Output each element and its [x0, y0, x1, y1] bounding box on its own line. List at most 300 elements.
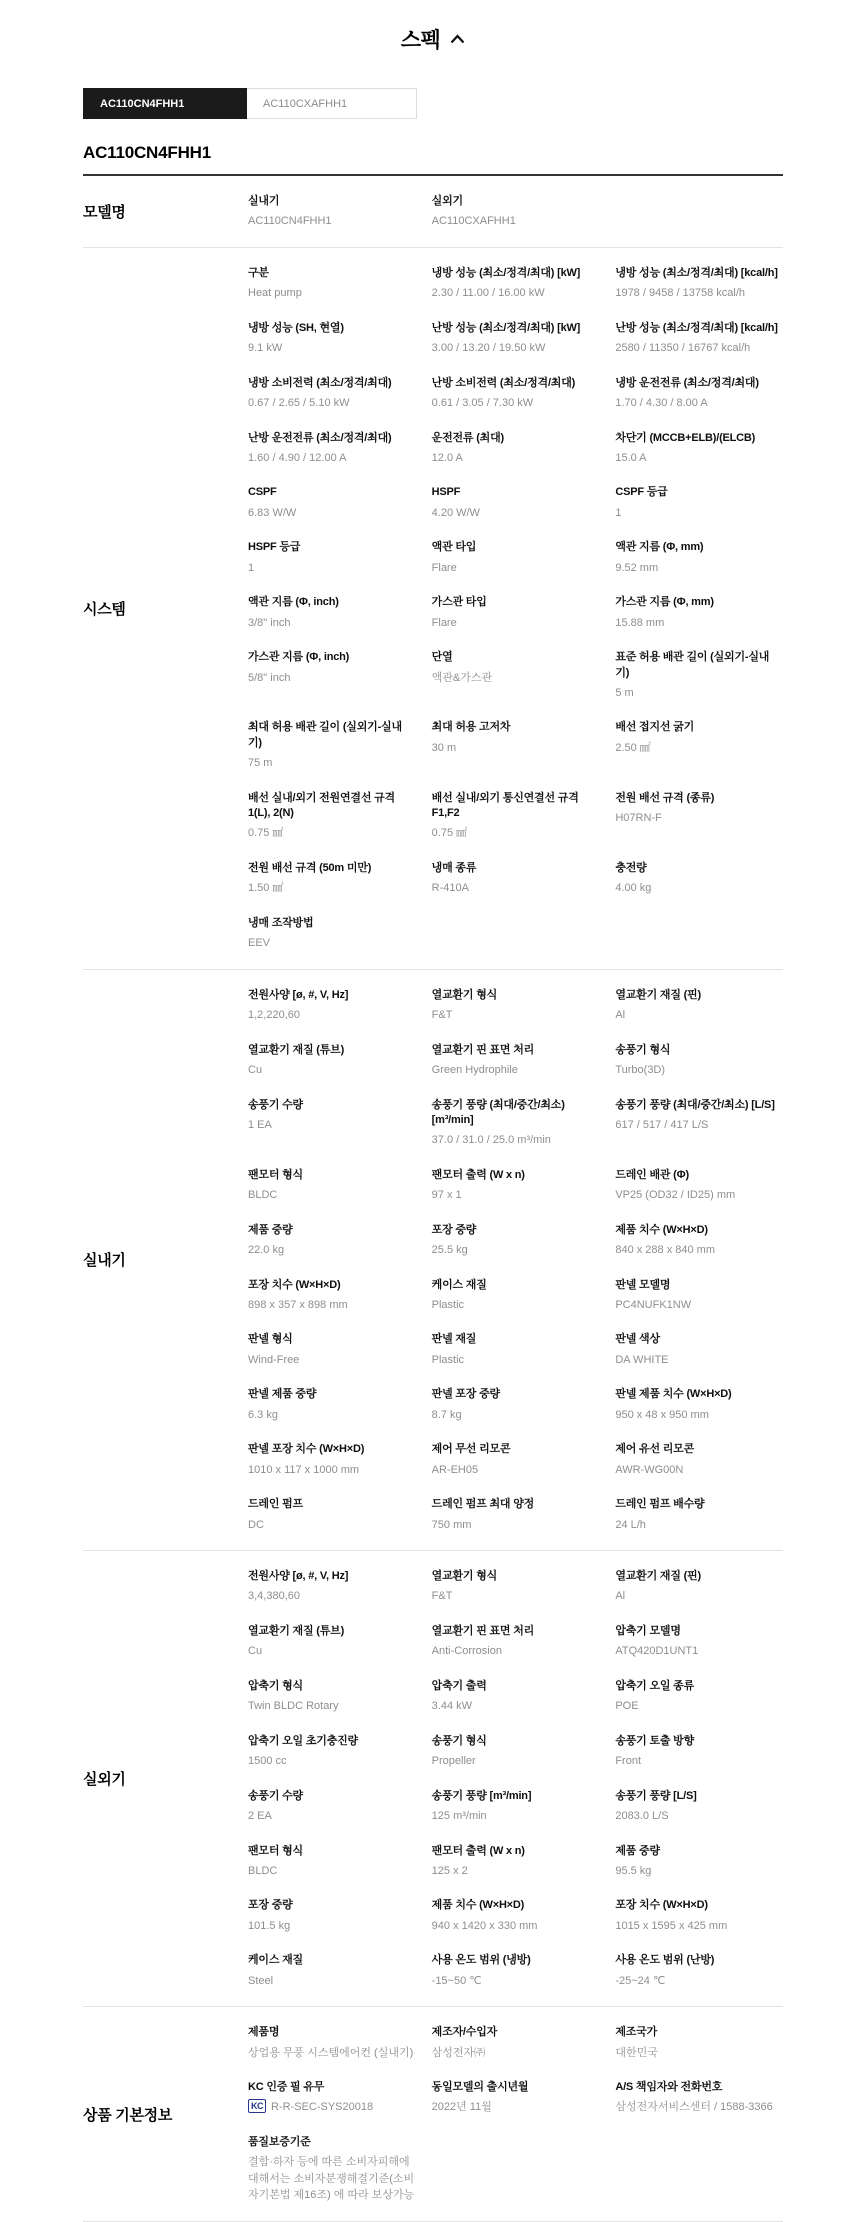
spec-item: [432, 585, 600, 640]
spec-item-label: 난방 운전전류 (최소/정격/최대): [248, 431, 392, 444]
spec-section: [83, 248, 783, 970]
spec-item-label: 냉방 소비전력 (최소/정격/최대): [248, 376, 392, 389]
spec-item-value: 97 x 1: [431, 1189, 462, 1202]
spec-item: [432, 1088, 600, 1158]
spec-item: [248, 1158, 416, 1213]
spec-item-value: Al: [615, 1009, 626, 1022]
spec-item: [432, 978, 600, 1033]
spec-item-label: 판넬 모델명: [615, 1278, 671, 1291]
spec-item: [615, 1888, 783, 1943]
spec-item-label: 제품 치수 (W×H×D): [431, 1899, 525, 1912]
spec-item: [615, 1779, 783, 1834]
spec-page: [83, 0, 783, 2222]
spec-item-label: 제품 중량: [248, 1223, 293, 1236]
spec-item: [615, 585, 783, 640]
spec-item: [615, 1322, 783, 1377]
spec-item: [615, 1033, 783, 1088]
spec-item-label: 전원 배선 규격 (50m 미만): [248, 861, 372, 874]
spec-item: [432, 1559, 600, 1614]
spec-item: [248, 1322, 416, 1377]
spec-item-value: 삼성전자서비스센터 / 1588-3366: [615, 2101, 773, 2114]
spec-item-label: 포장 치수 (W×H×D): [248, 1278, 341, 1291]
spec-item-value: 3.00 / 13.20 / 19.50 kW: [431, 342, 546, 355]
spec-item-label: 난방 성능 (최소/정격/최대) [kW]: [431, 321, 581, 334]
spec-item-label: 제어 유선 리모콘: [615, 1443, 695, 1456]
spec-item: [248, 781, 416, 851]
spec-item-value: Heat pump: [248, 287, 302, 300]
spec-item: [432, 2015, 600, 2070]
spec-item-value: 2083.0 L/S: [615, 1810, 669, 1822]
tab-model-ac110cn4fhh1[interactable]: AC110CN4FHH1: [83, 88, 247, 119]
spec-item-value: 0.61 / 3.05 / 7.30 kW: [431, 397, 534, 410]
spec-item-label: 열교환기 재질 (튜브): [248, 1043, 345, 1056]
spec-item: [432, 1158, 600, 1213]
spec-item-label: 제어 무선 리모콘: [431, 1443, 511, 1456]
spec-item: [615, 1724, 783, 1779]
spec-item-label: CSPF: [248, 486, 277, 499]
spec-item-label: 열교환기 재질 (핀): [615, 1570, 701, 1583]
spec-item-label: 냉매 조작방법: [248, 916, 314, 929]
spec-item: [615, 1377, 783, 1432]
spec-item-grid: [248, 1559, 783, 1998]
spec-item-value: 상업용 무풍 시스템에어컨 (실내기): [248, 2046, 414, 2059]
spec-item-value: 결함·하자 등에 따른 소비자피해에 대해서는 소비자분쟁해결기준(소비자기본법 제16조) 에 따라 보상가능: [248, 2156, 415, 2202]
spec-item-label: KC 인증 필 유무: [248, 2081, 325, 2094]
spec-item-value: 1.60 / 4.90 / 12.00 A: [248, 451, 347, 464]
spec-item: [432, 1779, 600, 1834]
spec-item: [432, 1322, 600, 1377]
spec-item: [248, 184, 416, 239]
spec-item-label: 압축기 오일 종류: [615, 1679, 695, 1692]
spec-item-value: Front: [615, 1755, 642, 1768]
spec-item: [432, 781, 600, 851]
spec-item-label: 팬모터 출력 (W x n): [431, 1168, 525, 1181]
spec-item-label: 액관 지름 (Φ, mm): [615, 541, 704, 554]
spec-item-label: 열교환기 핀 표면 처리: [431, 1043, 535, 1056]
section-title: 실내기: [83, 1252, 126, 1270]
spec-item: [615, 978, 783, 1033]
spec-item-grid: [248, 978, 783, 1542]
spec-item-label: 냉방 성능 (최소/정격/최대) [kcal/h]: [615, 266, 778, 279]
spec-item: [615, 640, 783, 710]
spec-item: [432, 1614, 600, 1669]
spec-item-label: 송풍기 수량: [248, 1098, 303, 1111]
spec-item: [248, 2125, 416, 2213]
spec-item-label: 가스관 타입: [431, 596, 487, 609]
spec-item: [432, 1834, 600, 1889]
spec-item-label: 실내기: [248, 195, 280, 207]
spec-item-value: -25~24 ℃: [615, 1974, 666, 1987]
spec-item-label: 판넬 색상: [615, 1333, 660, 1346]
spec-item: [615, 1614, 783, 1669]
spec-item-label: 포장 중량: [431, 1223, 477, 1236]
spec-item: [615, 256, 783, 311]
spec-item-value: EEV: [248, 937, 271, 950]
spec-item: [432, 366, 600, 421]
section-title: 상품 기본정보: [83, 2106, 173, 2124]
spec-item: [432, 1432, 600, 1487]
spec-item-label: 최대 허용 고저차: [431, 721, 511, 734]
spec-item-label: 냉매 종류: [431, 861, 477, 874]
spec-section-header: [83, 24, 783, 54]
spec-item: [248, 366, 416, 421]
spec-item-value: 617 / 517 / 417 L/S: [615, 1118, 709, 1131]
spec-item-value: Wind-Free: [248, 1353, 300, 1366]
spec-item: [615, 710, 783, 765]
spec-item: [615, 475, 783, 530]
spec-item-label: 난방 소비전력 (최소/정격/최대): [431, 376, 576, 389]
spec-item-label: 품질보증기준: [248, 2135, 311, 2148]
spec-item-grid: [248, 256, 783, 961]
spec-item: [615, 530, 783, 585]
spec-item: [248, 2015, 416, 2070]
spec-item: [615, 366, 783, 421]
spec-item-value: 1010 x 117 x 1000 mm: [248, 1463, 360, 1476]
spec-item-label: 전원 배선 규격 (종류): [615, 791, 715, 804]
spec-item: [248, 1213, 416, 1268]
spec-item: [615, 1834, 783, 1889]
spec-item-label: 판넬 제품 중량: [248, 1388, 317, 1401]
spec-item-label: 송풍기 토출 방향: [615, 1734, 695, 1747]
spec-item-value: 30 m: [431, 741, 457, 754]
spec-item-label: 배선 실내/외기 통신연결선 규격 F1,F2: [431, 791, 579, 820]
spec-item: [248, 710, 416, 780]
spec-item-value: 37.0 / 31.0 / 25.0 m³/min: [431, 1134, 551, 1147]
spec-section: [83, 1551, 783, 2007]
spec-item-label: 실외기: [431, 195, 463, 207]
spec-item: [248, 851, 416, 906]
spec-item-label: 배선 실내/외기 전원연결선 규격 1(L), 2(N): [248, 791, 395, 820]
spec-item-value: 8.7 kg: [431, 1408, 462, 1421]
spec-item-value: 삼성전자㈜: [431, 2046, 486, 2059]
spec-item-value: 3.44 kW: [431, 1700, 473, 1713]
section-title: 실외기: [83, 1771, 126, 1789]
spec-item-label: 팬모터 출력 (W x n): [431, 1844, 525, 1857]
spec-item: [615, 2070, 783, 2125]
spec-item: [248, 1669, 416, 1724]
spec-section: [83, 970, 783, 1551]
spec-item-label: 가스관 지름 (Φ, inch): [248, 651, 350, 664]
spec-item-value: Steel: [248, 1974, 274, 1987]
spec-item: [615, 1432, 783, 1487]
spec-item-label: 충전량: [615, 861, 647, 874]
spec-item-value: 15.0 A: [615, 451, 647, 464]
spec-item: [248, 311, 416, 366]
spec-item-label: 제품 중량: [615, 1844, 660, 1857]
spec-item: [248, 1943, 416, 1998]
spec-item: [432, 256, 600, 311]
spec-item-value: Cu: [248, 1064, 263, 1077]
spec-item-grid: [248, 2015, 783, 2213]
spec-item-label: 단열: [431, 651, 453, 664]
spec-item-value: 12.0 A: [431, 451, 463, 464]
spec-item-value: Anti-Corrosion: [431, 1645, 502, 1658]
spec-item-value: 0.75 ㎟: [248, 827, 284, 840]
spec-item-value: 6.3 kg: [248, 1408, 278, 1421]
spec-item-label: 드레인 펌프 배수량: [615, 1498, 705, 1511]
spec-item-value: Plastic: [431, 1298, 465, 1311]
spec-item-value: AR-EH05: [431, 1463, 479, 1476]
spec-item: [248, 1088, 416, 1143]
spec-item: [248, 906, 416, 961]
spec-item: [248, 585, 416, 640]
spec-item-value: 1 EA: [248, 1118, 272, 1131]
spec-item: [248, 1377, 416, 1432]
spec-item-value: PC4NUFK1NW: [615, 1298, 692, 1311]
spec-item: [432, 421, 600, 476]
spec-item-value: Plastic: [431, 1353, 465, 1366]
spec-item-value: 1: [615, 506, 622, 519]
spec-item-label: 전원사양 [ø, #, V, Hz]: [248, 1570, 349, 1583]
spec-item-label: 차단기 (MCCB+ELB)/(ELCB): [615, 431, 756, 444]
spec-item-label: 케이스 재질: [248, 1954, 303, 1967]
spec-item-value: Green Hydrophile: [431, 1064, 518, 1077]
tab-model-ac110cxafhh1[interactable]: AC110CXAFHH1: [247, 88, 417, 119]
spec-item-value: Twin BLDC Rotary: [248, 1700, 339, 1713]
spec-item-value: DA WHITE: [615, 1353, 669, 1366]
spec-item: [248, 1779, 416, 1834]
spec-item-value: F&T: [431, 1590, 453, 1603]
spec-item-label: 열교환기 형식: [431, 1570, 498, 1583]
spec-item-value: 1,2,220,60: [248, 1009, 300, 1022]
spec-item-value: 3/8" inch: [248, 616, 291, 629]
spec-item-label: 압축기 형식: [248, 1679, 303, 1692]
spec-item-label: 제조국가: [615, 2026, 658, 2039]
spec-item-value: 940 x 1420 x 330 mm: [431, 1919, 538, 1932]
spec-item-label: 난방 성능 (최소/정격/최대) [kcal/h]: [615, 321, 778, 334]
spec-item: [432, 1487, 600, 1542]
spec-item: [432, 1213, 600, 1268]
spec-item-label: 액관 지름 (Φ, inch): [248, 596, 339, 609]
spec-item: [615, 2015, 783, 2070]
spec-item-label: 판넬 포장 치수 (W×H×D): [248, 1443, 365, 1456]
spec-item: [615, 1213, 783, 1268]
spec-item-value: F&T: [431, 1009, 453, 1022]
spec-item: [432, 2070, 600, 2125]
spec-item-label: 압축기 출력: [431, 1679, 487, 1692]
spec-item-value: 4.00 kg: [615, 882, 652, 895]
spec-item-label: 운전전류 (최대): [431, 431, 504, 444]
spec-item-value: 1500 cc: [248, 1755, 287, 1768]
spec-item: [615, 1559, 783, 1614]
section-title: 시스템: [83, 600, 126, 618]
spec-item-value: Propeller: [431, 1755, 476, 1768]
spec-item: [248, 1033, 416, 1088]
spec-item: [615, 1088, 783, 1143]
spec-item: [432, 1268, 600, 1323]
spec-item: [432, 710, 600, 765]
spec-item-label: CSPF 등급: [615, 486, 668, 499]
spec-item-label: 송풍기 풍량 (최대/중간/최소) [m³/min]: [431, 1098, 565, 1126]
spec-item-value: 25.5 kg: [431, 1244, 468, 1257]
spec-item-value: H07RN-F: [615, 812, 662, 825]
spec-item-label: 열교환기 재질 (핀): [615, 988, 701, 1001]
spec-item-value: 15.88 mm: [615, 616, 665, 629]
spec-item: [615, 1268, 783, 1323]
spec-item-value: DC: [248, 1518, 264, 1531]
spec-item-value: 1015 x 1595 x 425 mm: [615, 1919, 728, 1932]
spec-item-value: Flare: [431, 616, 457, 629]
spec-collapse-toggle[interactable]: [401, 24, 466, 54]
spec-item-value: Turbo(3D): [615, 1064, 666, 1077]
spec-item: [432, 1888, 600, 1943]
spec-item-value: AWR-WG00N: [615, 1463, 684, 1476]
spec-item-value: Al: [615, 1590, 626, 1603]
spec-item-value: 4.20 W/W: [431, 506, 480, 519]
spec-item-value: 24 L/h: [615, 1518, 646, 1531]
spec-item-label: 드레인 펌프 최대 양정: [431, 1498, 535, 1511]
spec-item-value: 액관&가스관: [431, 671, 493, 684]
spec-item-value: 9.52 mm: [615, 561, 659, 574]
spec-item: [248, 1268, 416, 1323]
spec-item: [432, 1033, 600, 1088]
spec-item: [432, 475, 600, 530]
spec-item: [248, 2070, 416, 2125]
spec-sections: [83, 176, 783, 2222]
spec-item-label: 제품명: [248, 2026, 280, 2039]
spec-item-value: 1.70 / 4.30 / 8.00 A: [615, 397, 708, 410]
spec-item-label: 판넬 재질: [431, 1333, 477, 1346]
spec-item-label: 가스관 지름 (Φ, mm): [615, 596, 714, 609]
spec-item-value: 1978 / 9458 / 13758 kcal/h: [615, 287, 745, 300]
spec-item-value: Cu: [248, 1645, 263, 1658]
spec-item-label: 열교환기 재질 (튜브): [248, 1624, 345, 1637]
spec-item-label: 판넬 제품 치수 (W×H×D): [615, 1388, 732, 1401]
spec-item: [248, 475, 416, 530]
spec-item-label: 액관 타입: [431, 541, 477, 554]
section-title: 모델명: [83, 203, 126, 221]
spec-item: [432, 1377, 600, 1432]
spec-item: [432, 184, 600, 239]
spec-item: [248, 1724, 416, 1779]
spec-item-value: 840 x 288 x 840 mm: [615, 1244, 715, 1257]
spec-item-value: 750 mm: [431, 1518, 472, 1531]
spec-item-label: 송풍기 풍량 [m³/min]: [431, 1789, 532, 1802]
spec-item-label: 송풍기 풍량 [L/S]: [615, 1789, 697, 1802]
spec-item-label: 송풍기 형식: [615, 1043, 671, 1056]
spec-title-text: 스펙: [400, 29, 441, 52]
spec-item-value: 2580 / 11350 / 16767 kcal/h: [615, 342, 751, 355]
spec-item-label: 팬모터 형식: [248, 1844, 303, 1857]
spec-item-value: 898 x 357 x 898 mm: [248, 1298, 348, 1311]
spec-item-value: ATQ420D1UNT1: [615, 1645, 699, 1658]
spec-item-value: BLDC: [248, 1864, 278, 1877]
spec-item-label: HSPF: [431, 486, 461, 499]
spec-item-value: 125 m³/min: [431, 1810, 487, 1822]
spec-item-label: 케이스 재질: [431, 1278, 487, 1291]
spec-item-label: 전원사양 [ø, #, V, Hz]: [248, 988, 349, 1001]
spec-section: [83, 2007, 783, 2222]
spec-item: [248, 978, 416, 1033]
spec-item-label: A/S 책임자와 전화번호: [615, 2081, 723, 2094]
model-tabs: [83, 88, 783, 119]
spec-item-label: 사용 온도 범위 (난방): [615, 1954, 715, 1967]
spec-item-value: 1: [248, 561, 255, 574]
spec-item: [615, 421, 783, 476]
kc-certification-icon: KC: [248, 2099, 266, 2113]
spec-item-value: R-410A: [431, 882, 469, 895]
spec-item-value: 125 x 2: [431, 1864, 468, 1877]
spec-item: [615, 1943, 783, 1998]
spec-item-label: 냉방 성능 (최소/정격/최대) [kW]: [431, 266, 581, 279]
spec-item: [432, 1724, 600, 1779]
spec-item-label: 동일모델의 출시년월: [431, 2081, 529, 2094]
spec-item-label: 송풍기 형식: [431, 1734, 487, 1747]
spec-section: [83, 176, 783, 248]
spec-item-value: 2 EA: [248, 1810, 272, 1822]
spec-item-value: 950 x 48 x 950 mm: [615, 1408, 709, 1421]
spec-item-label: 표준 허용 배관 길이 (실외기-실내기): [615, 651, 770, 679]
spec-item-value: 22.0 kg: [248, 1244, 285, 1257]
spec-item-grid: [248, 184, 783, 239]
spec-item: [432, 311, 600, 366]
spec-item-label: 열교환기 핀 표면 처리: [431, 1624, 535, 1637]
spec-item-label: 송풍기 풍량 (최대/중간/최소) [L/S]: [615, 1098, 775, 1111]
spec-item: [248, 1834, 416, 1889]
spec-item: [432, 530, 600, 585]
spec-item: [248, 1559, 416, 1614]
spec-item-label: 팬모터 형식: [248, 1168, 303, 1181]
spec-item: [248, 530, 416, 585]
spec-item-label: 판넬 형식: [248, 1333, 293, 1346]
spec-item-label: 포장 중량: [248, 1899, 293, 1912]
spec-item: [248, 421, 416, 476]
spec-item: [432, 851, 600, 906]
spec-item-value: 6.83 W/W: [248, 506, 297, 519]
spec-item-value: Flare: [431, 561, 457, 574]
spec-item: [615, 311, 783, 366]
spec-item-label: 판넬 포장 중량: [431, 1388, 500, 1401]
spec-item-value: 0.75 ㎟: [431, 827, 468, 840]
spec-item-value: 75 m: [248, 757, 273, 770]
spec-item-value: 2.30 / 11.00 / 16.00 kW: [431, 287, 545, 300]
spec-item-value: 대한민국: [615, 2046, 658, 2059]
spec-item-value: BLDC: [248, 1189, 278, 1202]
spec-item-label: 구분: [248, 266, 269, 279]
model-heading: AC110CN4FHH1: [83, 143, 783, 176]
spec-item: [432, 1669, 600, 1724]
spec-item-label: 냉방 운전전류 (최소/정격/최대): [615, 376, 759, 389]
spec-item: [248, 1432, 416, 1487]
spec-item-label: 송풍기 수량: [248, 1789, 303, 1802]
spec-item-label: 열교환기 형식: [431, 988, 498, 1001]
spec-item-value: POE: [615, 1700, 639, 1713]
spec-item-label: 압축기 모델명: [615, 1624, 681, 1637]
spec-item-value: 9.1 kW: [248, 342, 283, 355]
spec-item-label: 사용 온도 범위 (냉방): [431, 1954, 531, 1967]
spec-item-label: 제품 치수 (W×H×D): [615, 1223, 708, 1236]
spec-item: [248, 1614, 416, 1669]
chevron-up-icon: [450, 34, 465, 44]
spec-item-label: 배선 접지선 굵기: [615, 721, 695, 734]
spec-item-value: -15~50 ℃: [431, 1974, 482, 1987]
spec-item-value: 1.50 ㎟: [248, 882, 284, 895]
spec-item-value: AC110CXAFHH1: [431, 215, 516, 228]
spec-item: [615, 851, 783, 906]
spec-item-label: 압축기 오일 초기충진량: [248, 1734, 358, 1747]
spec-item-value: 95.5 kg: [615, 1864, 652, 1877]
spec-item-label: HSPF 등급: [248, 541, 301, 554]
spec-item: [248, 1888, 416, 1943]
spec-item-label: 제조자/수입자: [431, 2026, 498, 2039]
spec-item-label: 냉방 성능 (SH, 현열): [248, 321, 344, 334]
spec-item-value: 2022년 11월: [431, 2101, 492, 2114]
spec-item-value: AC110CN4FHH1: [248, 215, 332, 228]
spec-item-label: 포장 치수 (W×H×D): [615, 1899, 708, 1912]
spec-item-value: 101.5 kg: [248, 1919, 291, 1932]
spec-item-value: 0.67 / 2.65 / 5.10 kW: [248, 397, 350, 410]
spec-item-value: KC R-R-SEC-SYS20018: [248, 2099, 416, 2116]
